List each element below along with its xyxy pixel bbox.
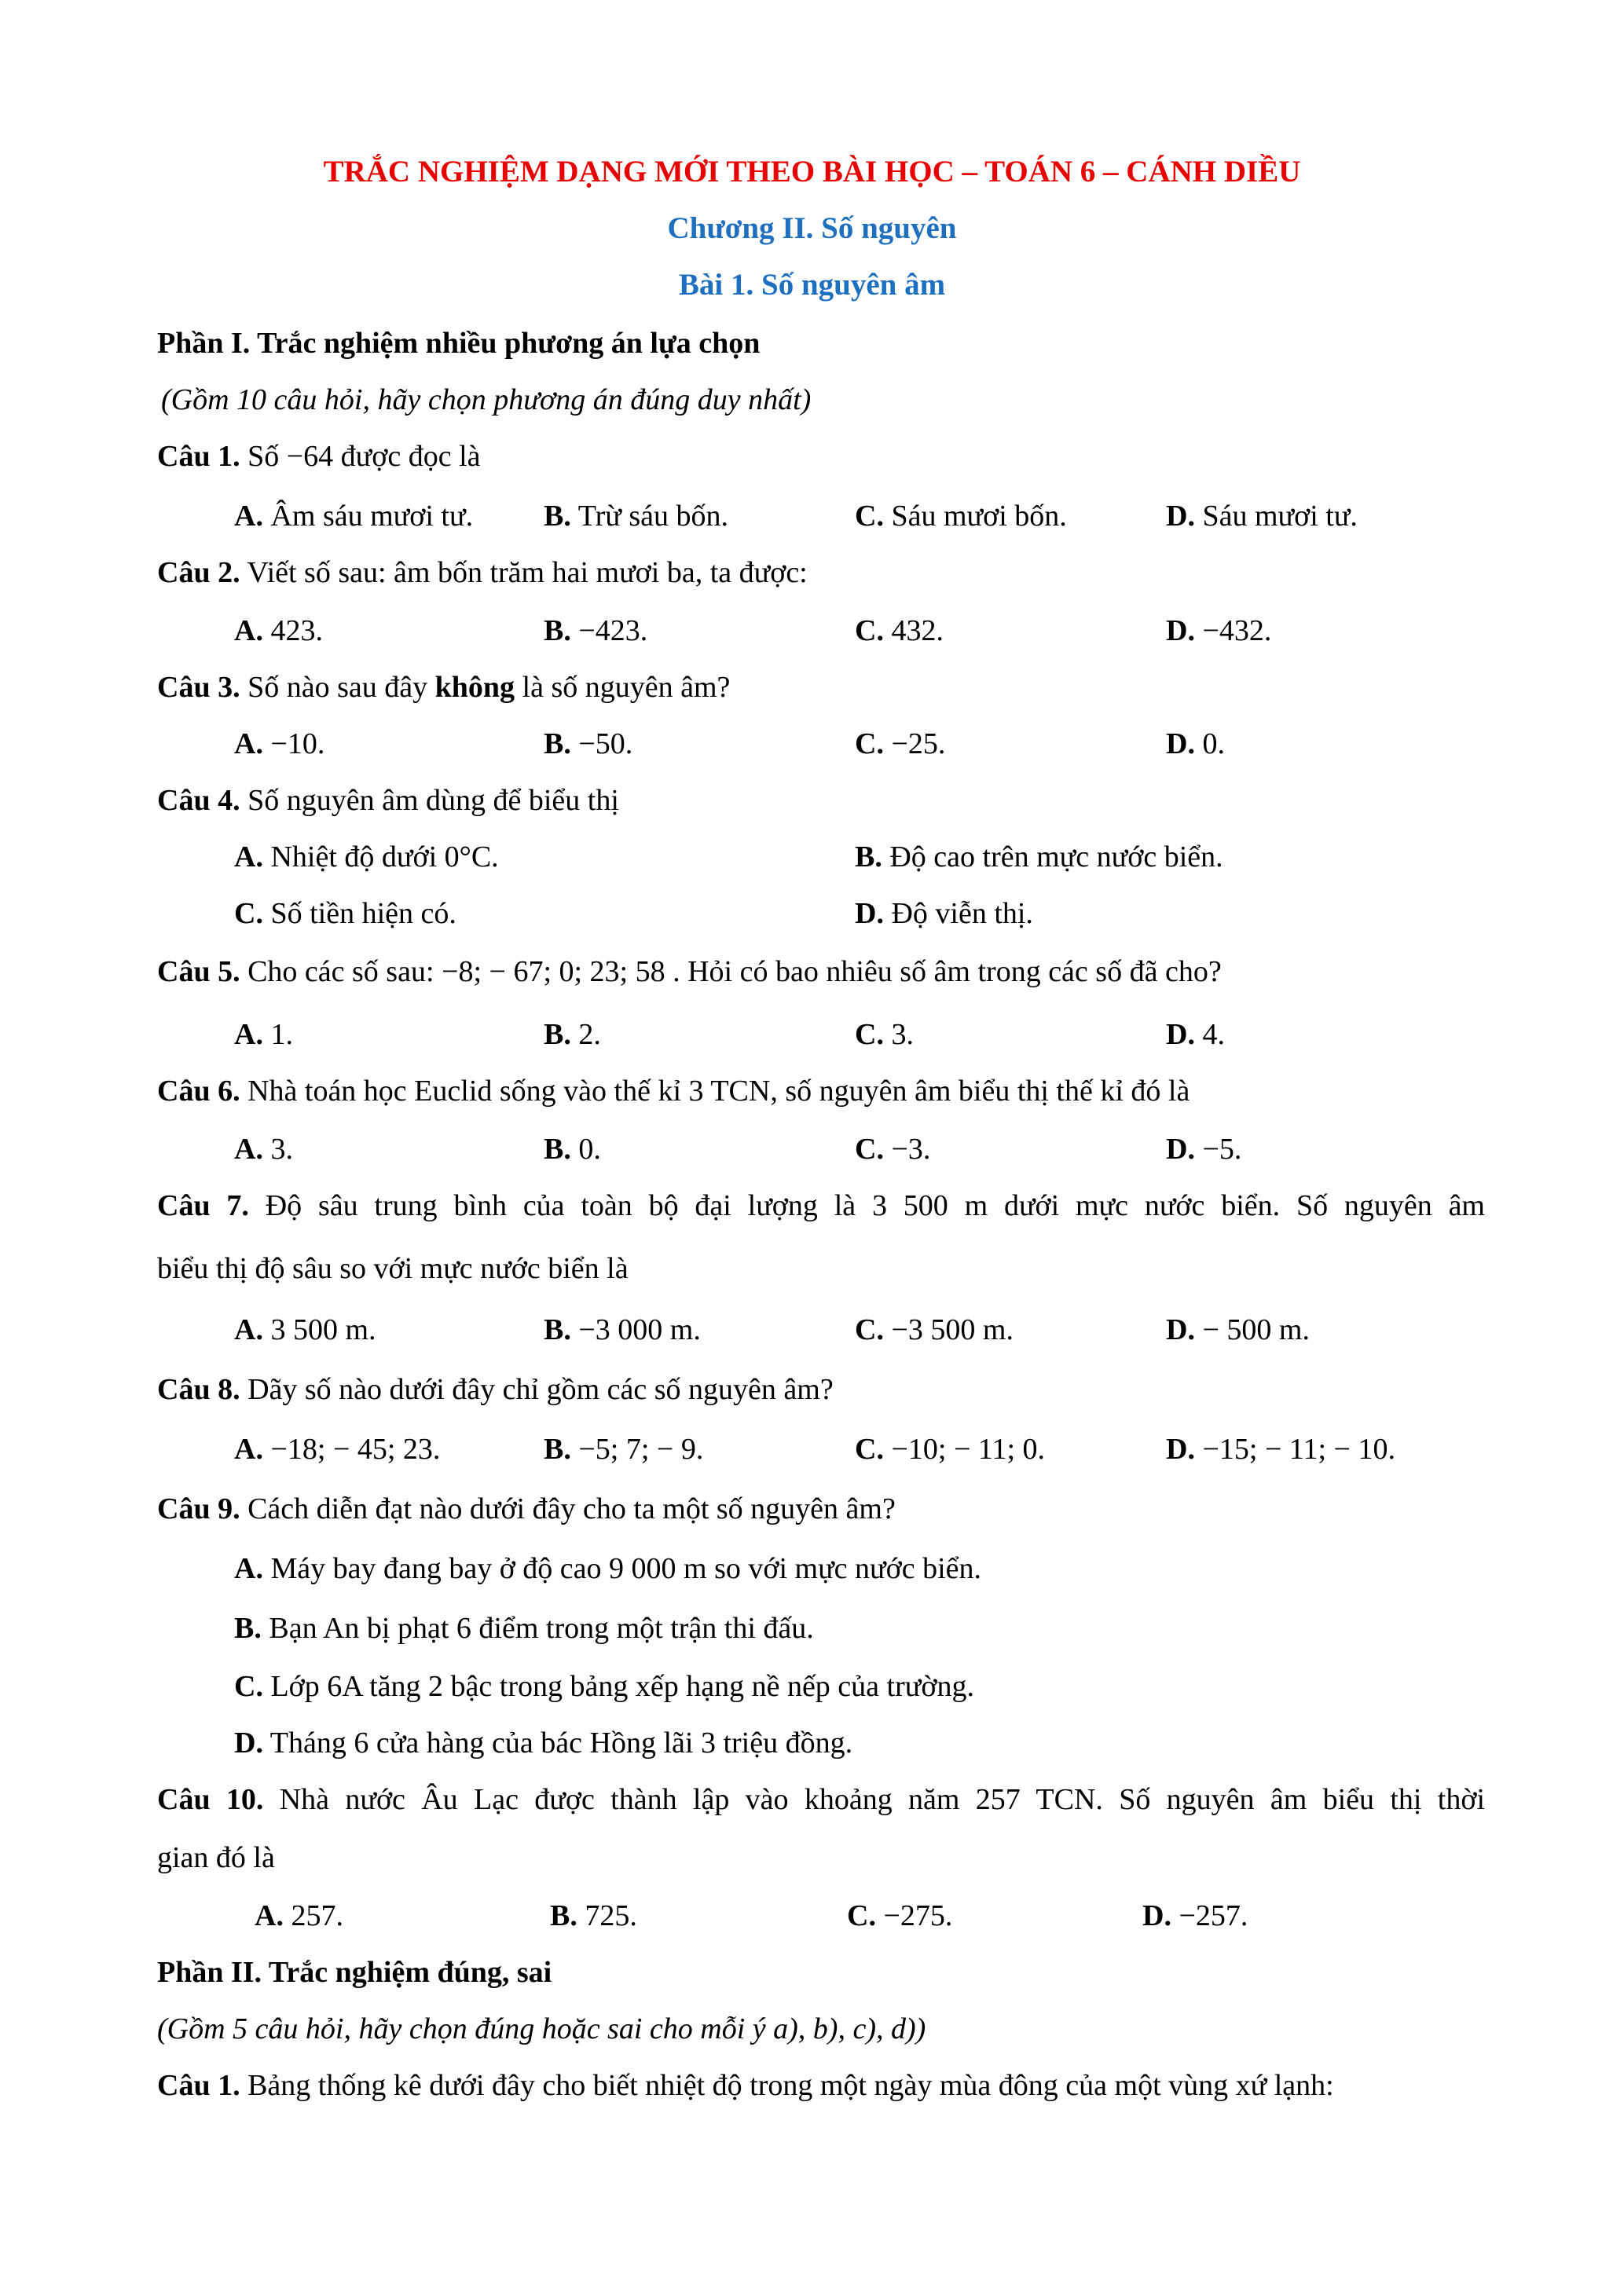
option-d: D. − 500 m. <box>1166 1313 1310 1346</box>
option-c: C. −275. <box>847 1899 953 1932</box>
option-c: C. −10; − 11; 0. <box>855 1433 1046 1466</box>
question-3: Câu 3. Số nào sau đây không là số nguyên âm? <box>157 671 731 704</box>
option-d: D. −432. <box>1166 614 1272 647</box>
option-b: B. −423. <box>544 614 648 647</box>
option-c: C. Số tiền hiện có. <box>234 897 456 930</box>
option-d: D. Độ viễn thị. <box>855 897 1033 930</box>
option-b: B. Bạn An bị phạt 6 điểm trong một trận thi đấu. <box>234 1612 814 1645</box>
question-10-cont: gian đó là <box>157 1841 275 1874</box>
option-b: B. −5; 7; − 9. <box>544 1433 704 1466</box>
option-c: C. Lớp 6A tăng 2 bậc trong bảng xếp hạng nề nếp của trường. <box>234 1670 974 1703</box>
option-c: C. −25. <box>855 727 946 760</box>
question-8: Câu 8. Dãy số nào dưới đây chỉ gồm các số nguyên âm? <box>157 1373 834 1406</box>
option-b: B. 0. <box>544 1133 601 1166</box>
question-1 <box>157 438 481 474</box>
option-b: B. Độ cao trên mực nước biển. <box>855 840 1223 873</box>
option-a: A. 257. <box>255 1899 343 1932</box>
part2-instruction: (Gồm 5 câu hỏi, hãy chọn đúng hoặc sai cho mỗi ý a), b), c), d)) <box>157 2012 926 2045</box>
option-c: C. Sáu mươi bốn. <box>855 500 1067 533</box>
option-c: C. −3 500 m. <box>855 1313 1014 1346</box>
option-d: D. −5. <box>1166 1133 1242 1166</box>
option-a: A. Nhiệt độ dưới 0°C. <box>234 840 499 873</box>
document-title: TRẮC NGHIỆM DẠNG MỚI THEO BÀI HỌC – TOÁN 6 – CÁNH DIỀU <box>323 155 1301 189</box>
option-a: A. 1. <box>234 1018 293 1051</box>
question-5: Câu 5. Cho các số sau: −8; − 67; 0; 23; 58 . Hỏi có bao nhiêu số âm trong các số đã cho? <box>157 955 1222 988</box>
chapter-title: Chương II. Số nguyên <box>667 211 957 245</box>
question-7: Câu 7. Độ sâu trung bình của toàn bộ đại lượng là 3 500 m dưới mực nước biển. Số nguyên âm <box>157 1189 1485 1222</box>
option-d: D. Sáu mươi tư. <box>1166 500 1358 533</box>
option-c: C. 3. <box>855 1018 914 1051</box>
question-text: Số −64 được đọc là <box>247 440 481 473</box>
option-a: A. Âm sáu mươi tư. <box>234 500 474 533</box>
question-label: Câu 1. <box>157 440 240 473</box>
option-c: C. 432. <box>855 614 944 647</box>
option-b: B. −50. <box>544 727 633 760</box>
option-a: A. 3 500 m. <box>234 1313 376 1346</box>
part2-heading: Phần II. Trắc nghiệm đúng, sai <box>157 1956 552 1989</box>
part2-question-1: Câu 1. Bảng thống kê dưới đây cho biết nhiệt độ trong một ngày mùa đông của một vùng xứ lạnh: <box>157 2069 1334 2102</box>
question-2: Câu 2. Viết số sau: âm bốn trăm hai mươi ba, ta được: <box>157 556 808 589</box>
option-a: A. −18; − 45; 23. <box>234 1433 441 1466</box>
lesson-title: Bài 1. Số nguyên âm <box>678 268 946 302</box>
option-a: A. −10. <box>234 727 325 760</box>
option-d: D. Tháng 6 cửa hàng của bác Hồng lãi 3 triệu đồng. <box>234 1727 853 1760</box>
option-a: A. Máy bay đang bay ở độ cao 9 000 m so với mực nước biển. <box>234 1552 982 1585</box>
option-d: D. −257. <box>1142 1899 1248 1932</box>
option-d: D. −15; − 11; − 10. <box>1166 1433 1395 1466</box>
option-d: D. 4. <box>1166 1018 1225 1051</box>
option-b: B. Trừ sáu bốn. <box>544 500 728 533</box>
question-10: Câu 10. Nhà nước Âu Lạc được thành lập vào khoảng năm 257 TCN. Số nguyên âm biểu thị thời <box>157 1783 1485 1816</box>
option-d: D. 0. <box>1166 727 1225 760</box>
part1-heading: Phần I. Trắc nghiệm nhiều phương án lựa chọn <box>157 327 761 360</box>
option-b: B. 725. <box>550 1899 637 1932</box>
option-b: B. −3 000 m. <box>544 1313 701 1346</box>
option-c: C. −3. <box>855 1133 931 1166</box>
option-b: B. 2. <box>544 1018 601 1051</box>
option-a: A. 3. <box>234 1133 293 1166</box>
part1-instruction: (Gồm 10 câu hỏi, hãy chọn phương án đúng duy nhất) <box>161 383 812 416</box>
question-9: Câu 9. Cách diễn đạt nào dưới đây cho ta một số nguyên âm? <box>157 1492 896 1525</box>
option-a: A. 423. <box>234 614 323 647</box>
question-7-cont: biểu thị độ sâu so với mực nước biển là <box>157 1252 629 1285</box>
question-6: Câu 6. Nhà toán học Euclid sống vào thế kỉ 3 TCN, số nguyên âm biểu thị thế kỉ đó là <box>157 1075 1190 1108</box>
question-4: Câu 4. Số nguyên âm dùng để biểu thị <box>157 784 619 817</box>
